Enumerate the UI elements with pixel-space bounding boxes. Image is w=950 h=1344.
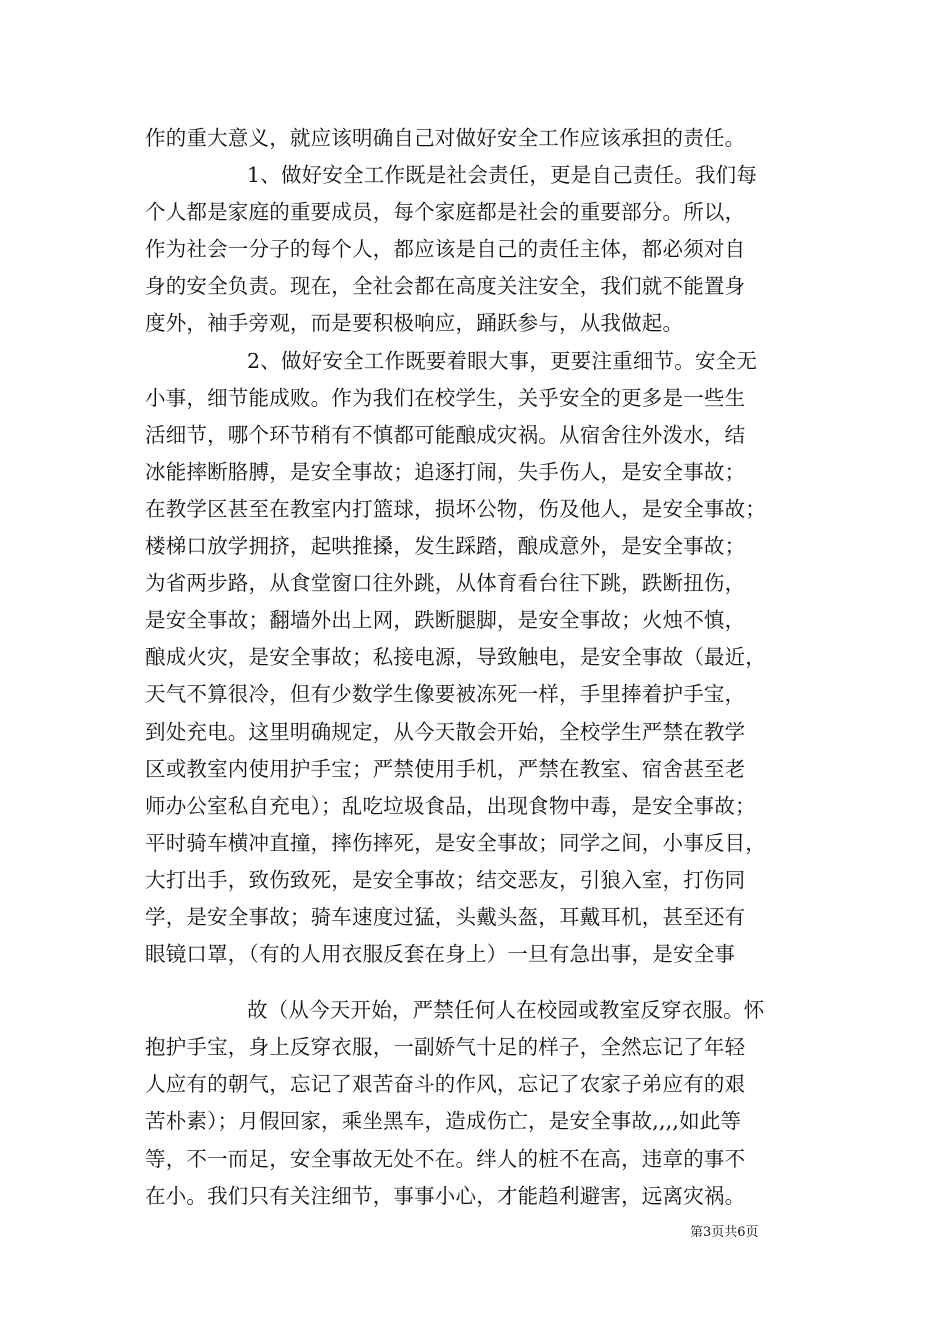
text-line: 大打出手，致伤致死，是安全事故；结交恶友，引狼入室，打伤同 — [145, 867, 746, 892]
text-line: 学，是安全事故；骑车速度过猛，头戴头盔，耳戴耳机，甚至还有 — [145, 904, 746, 929]
text-line: 抱护手宝，身上反穿衣服，一副娇气十足的样子，全然忘记了年轻 — [145, 1035, 746, 1060]
text-line: 作为社会一分子的每个人，都应该是自己的责任主体，都必须对自 — [145, 237, 746, 262]
text-line: 小事，细节能成败。作为我们在校学生，关乎安全的更多是一些生 — [145, 385, 746, 410]
text-line: 个人都是家庭的重要成员，每个家庭都是社会的重要部分。所以， — [145, 200, 746, 225]
page-break-gap — [145, 973, 835, 992]
page-number-footer: 第3页共6页 — [690, 1225, 759, 1240]
text-line: 是安全事故；翻墙外出上网，跌断腿脚，是安全事故；火烛不慎， — [145, 608, 746, 633]
text-line: 人应有的朝气，忘记了艰苦奋斗的作风，忘记了农家子弟应有的艰 — [145, 1072, 746, 1097]
paragraph-2-start: 2、做好安全工作既要着眼大事，更要注重细节。安全无 — [247, 348, 758, 373]
text-line: 酿成火灾，是安全事故；私接电源，导致触电，是安全事故（最近， — [145, 645, 766, 670]
paragraph-1-start: 1、做好安全工作既是社会责任，更是自己责任。我们每 — [247, 163, 758, 188]
text-line: 度外，袖手旁观，而是要积极响应，踊跃参与，从我做起。 — [145, 311, 684, 336]
text-line: 在教学区甚至在教室内打篮球，损坏公物，伤及他人，是安全事故； — [145, 496, 766, 521]
text-line: 区或教室内使用护手宝；严禁使用手机，严禁在教室、宿舍甚至老 — [145, 756, 746, 781]
text-line: 眼镜口罩，（有的人用衣服反套在身上）一旦有急出事，是安全事 — [145, 942, 736, 967]
text-line: 作的重大意义，就应该明确自己对做好安全工作应该承担的责任。 — [145, 126, 746, 150]
text-line: 为省两步路，从食堂窗口往外跳，从体育看台往下跳，跌断扭伤， — [145, 571, 746, 596]
text-line: 等，不一而足，安全事故无处不在。绊人的桩不在高，违章的事不 — [145, 1146, 746, 1171]
text-line: 到处充电。这里明确规定，从今天散会开始，全校学生严禁在教学 — [145, 719, 746, 744]
text-line: 苦朴素）；月假回家，乘坐黑车，造成伤亡，是安全事故,,,,如此等 — [145, 1109, 742, 1134]
text-line: 冰能摔断胳膊，是安全事故；追逐打闹，失手伤人，是安全事故； — [145, 459, 746, 484]
continued-line: 故（从今天开始，严禁任何人在校园或教室反穿衣服。怀 — [247, 998, 765, 1023]
text-line: 活细节，哪个环节稍有不慎都可能酿成灾祸。从宿舍往外泼水，结 — [145, 422, 746, 447]
text-line: 天气不算很冷，但有少数学生像要被冻死一样，手里捧着护手宝， — [145, 682, 746, 707]
text-line: 在小。我们只有关注细节，事事小心，才能趋利避害，远离灾祸。 — [145, 1183, 746, 1208]
text-line: 楼梯口放学拥挤，起哄推搡，发生踩踏，酿成意外，是安全事故； — [145, 534, 746, 559]
text-line: 平时骑车横冲直撞，摔伤摔死，是安全事故；同学之间，小事反目， — [145, 830, 766, 855]
text-line: 身的安全负责。现在，全社会都在高度关注安全，我们就不能置身 — [145, 274, 746, 299]
text-line: 师办公室私自充电）；乱吃垃圾食品，出现食物中毒，是安全事故； — [145, 793, 756, 818]
body-text — [145, 120, 835, 1215]
